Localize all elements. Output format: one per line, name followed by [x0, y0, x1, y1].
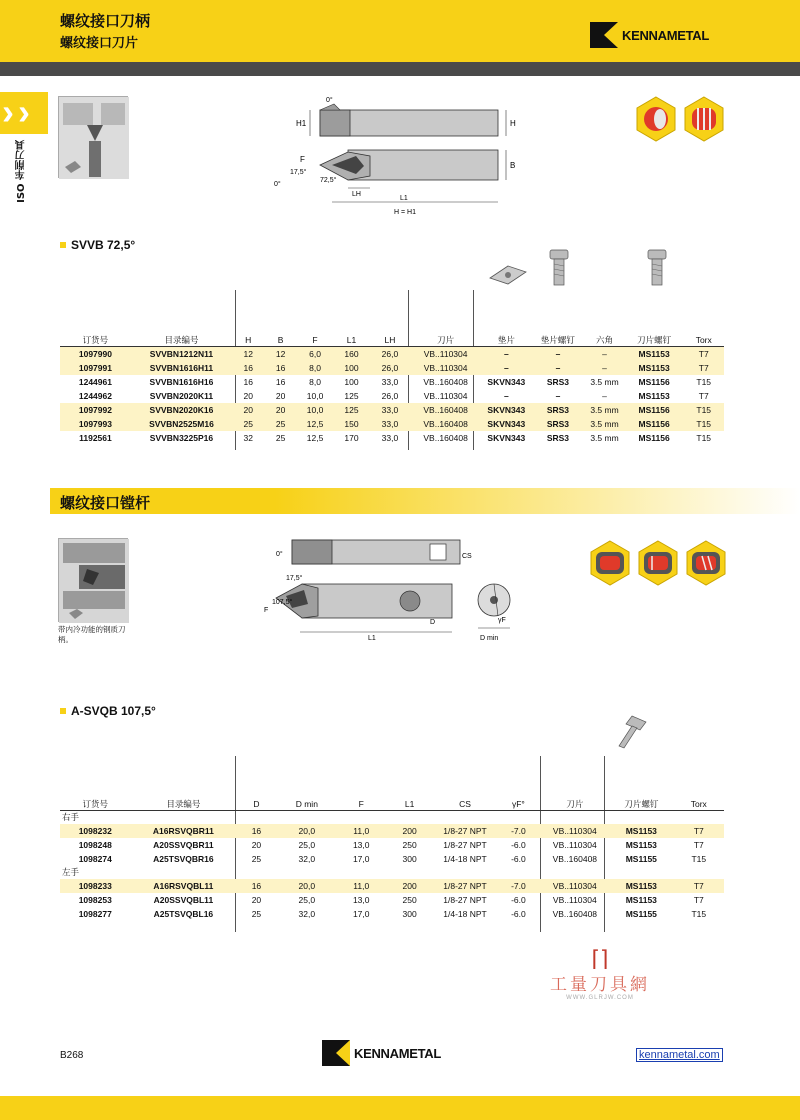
table-cell: 32,0: [298, 908, 316, 919]
table-cell: T7: [693, 894, 704, 905]
table-cell: MS1153: [609, 879, 673, 893]
bullet-square-icon: [60, 242, 66, 248]
table-cell: 1244962: [78, 390, 112, 401]
label-d: D: [430, 619, 436, 626]
table-cell: 13,0: [352, 894, 370, 905]
table-cell: 25: [251, 853, 262, 864]
table-cell: SRS3: [532, 403, 585, 417]
table-cell: SRS3: [546, 376, 570, 387]
table-cell: 100: [344, 376, 359, 387]
table-cell: 32,0: [298, 853, 316, 864]
table-cell: T7: [698, 390, 709, 401]
table-row: [60, 824, 724, 838]
table-cell: VB..160408: [410, 403, 481, 417]
section2-band-title: 螺纹接口镗杆: [60, 494, 151, 512]
table-cell: T15: [691, 853, 707, 864]
table-cell: VB..110304: [552, 839, 597, 850]
table-cell: 125: [333, 403, 369, 417]
table-cell: T15: [696, 376, 712, 387]
table-cell: 20: [275, 390, 286, 401]
table-cell: T7: [674, 824, 724, 838]
group-row: [60, 866, 724, 879]
col-header: 订货号: [60, 798, 131, 811]
kennametal-k-icon: [590, 22, 618, 48]
table-cell: VB..160408: [423, 432, 468, 443]
table-cell: VB..110304: [410, 347, 481, 361]
table-cell: 1098274: [78, 853, 112, 864]
table-cell: VB..110304: [423, 390, 468, 401]
table-cell: A16RSVQBR11: [131, 824, 237, 838]
label-lh: LH: [352, 191, 361, 198]
shim-icon: [486, 262, 530, 288]
table-cell: 10,0: [297, 403, 333, 417]
table-row: [60, 347, 724, 361]
table-row: [60, 375, 724, 389]
table-cell: 1097993: [60, 417, 131, 431]
table-cell: MS1153: [638, 390, 670, 401]
page-number: B268: [60, 1050, 84, 1061]
table-cell: –: [503, 390, 509, 401]
table-cell: T7: [693, 839, 704, 850]
label-angle-72-5: 72,5°: [320, 177, 337, 184]
label-l1: L1: [368, 635, 376, 642]
table-cell: 20: [251, 894, 262, 905]
table-cell: 100: [333, 361, 369, 375]
col-header: H: [232, 334, 264, 347]
watermark-text: 工量刀具網: [550, 975, 650, 995]
table-cell: MS1155: [625, 853, 657, 864]
table-cell: 16: [232, 361, 264, 375]
application-hex-icon-1: [636, 96, 676, 142]
svqb-table: [60, 798, 724, 921]
label-angle-0: 0°: [326, 97, 333, 104]
table-cell: 25: [251, 908, 262, 919]
table-cell: 11,0: [337, 879, 385, 893]
table-cell: A20SSVQBR11: [153, 839, 214, 850]
table-cell: 1/8-27 NPT: [434, 824, 496, 838]
col-header: 刀片螺钉: [625, 334, 684, 347]
section1-title-text: SVVB 72,5°: [71, 238, 136, 252]
table-cell: SVVBN2525M16: [131, 417, 232, 431]
table-cell: 33,0: [370, 417, 410, 431]
application-hex-icon-4: [638, 540, 678, 586]
table-cell: 1/8-27 NPT: [434, 879, 496, 893]
chevron-right-icon: ›: [2, 91, 14, 132]
table-cell: 32: [243, 432, 253, 443]
col-header: γF°: [496, 798, 540, 811]
col-header: 垫片螺钉: [532, 334, 585, 347]
col-header: 目录编号: [131, 334, 232, 347]
table-cell: 125: [344, 390, 359, 401]
toolholder-photo: [58, 96, 128, 178]
table-row: [60, 893, 724, 907]
table-cell: MS1153: [625, 839, 657, 850]
table-cell: T15: [696, 432, 712, 443]
watermark: [535, 948, 665, 1001]
table-cell: 200: [385, 879, 433, 893]
table-cell: 1/8-27 NPT: [443, 839, 487, 850]
table-cell: SVVBN2020K16: [131, 403, 232, 417]
svqb-table-body: [60, 811, 724, 921]
table-cell: SRS3: [532, 417, 585, 431]
table-cell: 1/8-27 NPT: [443, 894, 487, 905]
table-row: [60, 403, 724, 417]
website-link[interactable]: kennametal.com: [636, 1048, 723, 1062]
table-cell: SVVBN3225P16: [149, 432, 214, 443]
col-header: L1: [333, 334, 369, 347]
table-cell: -6.0: [511, 853, 526, 864]
col-header: D: [236, 798, 276, 811]
label-f: F: [300, 155, 305, 164]
svvb-table: [60, 334, 724, 445]
table-cell: 300: [402, 853, 417, 864]
table-cell: 25,0: [298, 894, 316, 905]
side-label: ISO 车削刀具: [16, 140, 27, 203]
group-row: [60, 811, 724, 824]
table-cell: 16: [275, 376, 286, 387]
table-cell: 1244961: [78, 376, 112, 387]
col-header: L1: [385, 798, 433, 811]
col-header: F: [337, 798, 385, 811]
table-cell: –: [602, 390, 607, 401]
table-cell: MS1153: [625, 347, 684, 361]
table-cell: MS1153: [625, 894, 657, 905]
table-cell: 1097991: [60, 361, 131, 375]
table-cell: 16: [236, 879, 276, 893]
table-cell: 20: [232, 403, 264, 417]
label-h1: H1: [296, 119, 307, 128]
label-angle-17-5: 17,5°: [286, 575, 303, 582]
table-cell: MS1156: [638, 432, 670, 443]
group-label: 左手: [62, 867, 80, 877]
table-cell: 25: [264, 417, 296, 431]
table-cell: 8,0: [297, 361, 333, 375]
table-cell: MS1156: [625, 417, 684, 431]
page-title: 螺纹接口刀柄: [60, 12, 151, 30]
table-cell: 11,0: [337, 824, 385, 838]
table-cell: 3.5 mm: [584, 403, 624, 417]
table-cell: VB..160408: [552, 853, 598, 864]
svvb-drawing: [260, 90, 530, 220]
table-cell: –: [555, 390, 561, 401]
table-cell: –: [532, 361, 585, 375]
table-row: [60, 389, 724, 403]
table-cell: SKVN343: [481, 417, 532, 431]
table-cell: –: [532, 347, 585, 361]
brand-logo: [590, 22, 709, 48]
col-header: 刀片: [541, 798, 610, 811]
table-row: [60, 879, 724, 893]
boring-bar-sketch-icon: [59, 539, 129, 623]
label-h-eq-h1: H = H1: [394, 209, 416, 216]
col-header: 垫片: [481, 334, 532, 347]
svvb-table-body: [60, 347, 724, 445]
table-cell: SKVN343: [487, 376, 526, 387]
table-cell: MS1153: [625, 361, 684, 375]
table-cell: SVVBN2020K11: [149, 390, 214, 401]
page-subtitle: 螺纹接口刀片: [60, 36, 139, 51]
col-header: 目录编号: [131, 798, 237, 811]
table-cell: 3.5 mm: [590, 432, 619, 443]
col-header: B: [264, 334, 296, 347]
bullet-square-icon: [60, 708, 66, 714]
col-header: Torx: [674, 798, 724, 811]
table-cell: 20: [243, 390, 253, 401]
col-header: Torx: [683, 334, 724, 347]
table-cell: 1/4-18 NPT: [443, 853, 487, 864]
table-cell: T7: [683, 361, 724, 375]
table-cell: VB..160408: [410, 417, 481, 431]
table-cell: T15: [683, 417, 724, 431]
table-cell: 10,0: [306, 390, 324, 401]
side-tab: [0, 92, 48, 134]
application-hex-icon-3: [590, 540, 630, 586]
table-cell: 150: [333, 417, 369, 431]
table-cell: 1098233: [60, 879, 131, 893]
label-l1: L1: [400, 195, 408, 202]
table-row: [60, 431, 724, 445]
application-hex-icon-5: [686, 540, 726, 586]
header-divider: [0, 62, 800, 76]
table-cell: 1098232: [60, 824, 131, 838]
table-cell: 1192561: [79, 432, 112, 443]
table-cell: SVVBN1212N11: [131, 347, 232, 361]
section1-title: [60, 238, 135, 252]
table-cell: A25TSVQBL16: [153, 908, 214, 919]
table-cell: 12: [264, 347, 296, 361]
label-cs: CS: [462, 553, 472, 560]
boring-bar-photo: [58, 538, 128, 622]
kennametal-k-icon: [322, 1040, 350, 1066]
table-cell: 16: [264, 361, 296, 375]
table-cell: 1098248: [78, 839, 112, 850]
label-f: F: [264, 607, 269, 614]
table-cell: MS1155: [625, 908, 657, 919]
table-cell: 20,0: [277, 824, 337, 838]
table-cell: MS1153: [609, 824, 673, 838]
insert-screw-icon: [646, 248, 668, 288]
table-cell: 33,0: [381, 376, 399, 387]
section2-band: [50, 488, 800, 514]
table-cell: –: [481, 361, 532, 375]
table-cell: MS1156: [625, 403, 684, 417]
table-cell: A16RSVQBL11: [131, 879, 237, 893]
table-cell: 26,0: [370, 361, 410, 375]
label-angle-0: 0°: [276, 551, 283, 558]
toolholder-sketch-icon: [59, 97, 129, 179]
footer-brand-name: KENNAMETAL: [354, 1045, 442, 1061]
footer-bar: [0, 1096, 800, 1120]
table-cell: 250: [402, 839, 417, 850]
section2-title-text: A-SVQB 107,5°: [71, 704, 156, 718]
table-cell: VB..110304: [410, 361, 481, 375]
table-cell: -6.0: [511, 894, 526, 905]
svqb-section-view: [474, 578, 514, 644]
table-cell: -6.0: [511, 908, 526, 919]
table-cell: VB..160408: [423, 376, 468, 387]
table-cell: –: [584, 347, 624, 361]
label-dmin: D min: [480, 635, 499, 642]
table-cell: 300: [402, 908, 417, 919]
shim-screw-icon: [548, 248, 570, 288]
header-bar: [0, 0, 800, 62]
table-cell: -6.0: [511, 839, 526, 850]
table-cell: 25: [275, 432, 286, 443]
table-cell: 1/4-18 NPT: [443, 908, 487, 919]
watermark-logo-icon: ⌈⌉: [591, 946, 609, 971]
table-cell: 17,0: [352, 908, 370, 919]
table-cell: 26,0: [370, 347, 410, 361]
table-cell: 6,0: [297, 347, 333, 361]
insert-screw-icon: [610, 712, 650, 752]
table-row: [60, 361, 724, 375]
table-cell: 20: [251, 839, 262, 850]
table-header-row: [60, 798, 724, 811]
col-header: 六角: [584, 334, 624, 347]
table-cell: VB..160408: [552, 908, 598, 919]
table-cell: MS1156: [638, 376, 670, 387]
col-header: 刀片螺钉: [609, 798, 673, 811]
brand-name: KENNAMETAL: [622, 27, 710, 43]
label-angle-107-5: 107,5°: [272, 599, 293, 606]
table-cell: 16: [243, 376, 253, 387]
table-cell: –: [584, 361, 624, 375]
table-row: [60, 907, 724, 921]
table-cell: 1097992: [60, 403, 131, 417]
table-cell: T7: [674, 879, 724, 893]
col-header: D min: [277, 798, 337, 811]
table-cell: 17,0: [352, 853, 370, 864]
table-cell: 12: [232, 347, 264, 361]
table-cell: 1097990: [60, 347, 131, 361]
table-cell: 12,5: [297, 417, 333, 431]
table-cell: SKVN343: [481, 403, 532, 417]
table-cell: -7.0: [496, 879, 540, 893]
table-cell: 250: [402, 894, 417, 905]
label-angle-0b: 0°: [274, 181, 281, 188]
table-row: [60, 852, 724, 866]
col-header: LH: [370, 334, 410, 347]
table-cell: 1098253: [78, 894, 112, 905]
table-cell: 170: [344, 432, 359, 443]
table-cell: 12,5: [306, 432, 324, 443]
table-cell: A25TSVQBR16: [153, 853, 214, 864]
table-cell: 3.5 mm: [590, 376, 619, 387]
table-cell: T15: [683, 403, 724, 417]
table-cell: 26,0: [381, 390, 399, 401]
table-header-row: [60, 334, 724, 347]
table-cell: SRS3: [546, 432, 570, 443]
label-gamma-f: γF: [498, 617, 506, 624]
table-cell: 160: [333, 347, 369, 361]
watermark-sub: WWW.GLRJW.COM: [566, 995, 634, 1001]
col-header: 刀片: [410, 334, 481, 347]
table-cell: 8,0: [309, 376, 321, 387]
table-cell: 25: [232, 417, 264, 431]
table-cell: 3.5 mm: [584, 417, 624, 431]
table-cell: VB..110304: [541, 824, 610, 838]
col-header: CS: [434, 798, 496, 811]
table-cell: 20: [264, 403, 296, 417]
table-cell: VB..110304: [552, 894, 597, 905]
label-h: H: [510, 119, 516, 128]
section2-title: [60, 704, 156, 718]
col-header: 订货号: [60, 334, 131, 347]
table-cell: 13,0: [352, 839, 370, 850]
table-cell: 16: [236, 824, 276, 838]
table-cell: SVVBN1616H16: [149, 376, 214, 387]
table-row: [60, 417, 724, 431]
group-label: 右手: [62, 812, 80, 823]
col-header: F: [297, 334, 333, 347]
table-cell: -7.0: [496, 824, 540, 838]
table-cell: SKVN343: [487, 432, 526, 443]
table-cell: 20,0: [277, 879, 337, 893]
table-cell: 33,0: [370, 403, 410, 417]
table-cell: T15: [691, 908, 707, 919]
photo-caption: 带内冷功能的钢质刀柄。: [58, 625, 126, 644]
table-cell: 200: [385, 824, 433, 838]
table-cell: –: [481, 347, 532, 361]
table-cell: 1098277: [78, 908, 112, 919]
footer-brand-logo: [322, 1040, 441, 1066]
chevron-right-icon: ›: [18, 91, 30, 132]
table-row: [60, 838, 724, 852]
label-angle-17-5: 17,5°: [290, 169, 307, 176]
label-b: B: [510, 161, 516, 170]
table-cell: A20SSVQBL11: [153, 894, 214, 905]
table-cell: 25,0: [298, 839, 316, 850]
table-cell: T7: [683, 347, 724, 361]
table-cell: SVVBN1616H11: [131, 361, 232, 375]
table-cell: 33,0: [381, 432, 399, 443]
application-hex-icon-2: [684, 96, 724, 142]
table-cell: VB..110304: [541, 879, 610, 893]
